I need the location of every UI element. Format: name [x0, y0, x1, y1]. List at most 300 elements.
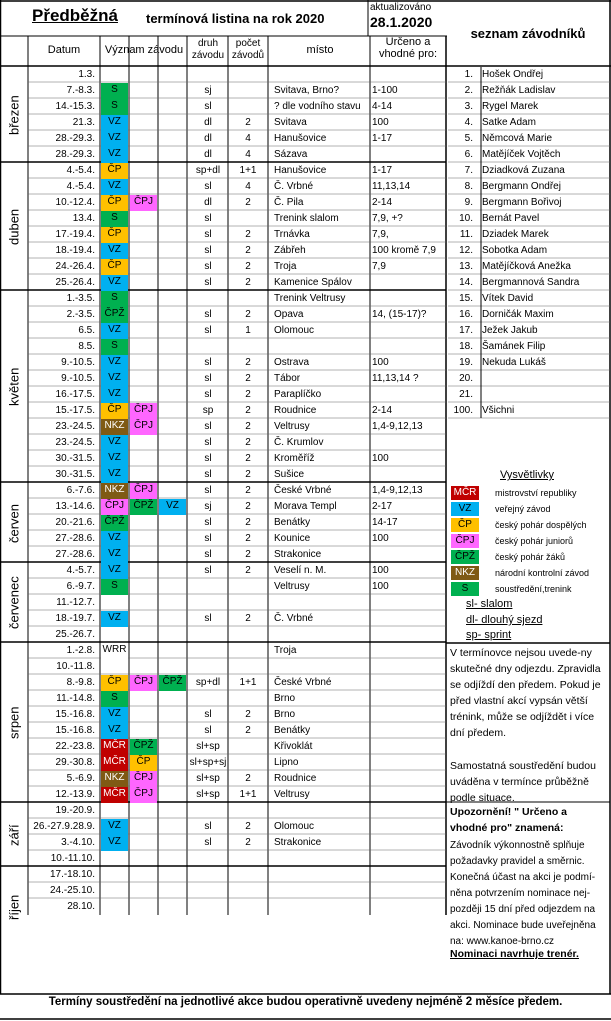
event-count: 1+1 [239, 789, 257, 800]
racer-number: 21. [459, 389, 473, 400]
event-count [228, 803, 268, 819]
event-date: 25.-26.4. [55, 277, 95, 288]
event-type: sl [204, 453, 212, 464]
racer-row [449, 403, 607, 419]
event-place: Paraplíčko [274, 389, 322, 400]
event-badge: VZ [101, 275, 128, 291]
racer-name: Němcová Marie [482, 133, 553, 144]
event-badge: VZ [101, 835, 128, 851]
month-label: srpen [6, 706, 22, 740]
month-label: březen [6, 95, 22, 135]
event-badge: ČPŽ [130, 739, 157, 755]
event-suitable-for [369, 595, 445, 611]
event-count: 2 [245, 117, 251, 128]
col-header-count: počet závodů [231, 38, 265, 61]
event-suitable-for: 14-17 [372, 517, 398, 528]
table-row [28, 579, 445, 595]
legend-item [451, 517, 606, 533]
event-badge: VZ [101, 387, 128, 403]
event-count [228, 291, 268, 307]
table-row [28, 563, 445, 579]
racer-number: 16. [459, 309, 473, 320]
month-label: červenec [6, 576, 22, 630]
racer-number: 6. [464, 149, 473, 160]
event-badge: S [101, 211, 128, 227]
event-count [228, 851, 268, 867]
event-count [228, 67, 268, 83]
event-type: dl [204, 197, 212, 208]
event-count: 2 [245, 389, 251, 400]
event-place: Č. Vrbné [274, 181, 314, 192]
event-suitable-for [369, 851, 445, 867]
table-row [28, 227, 445, 243]
legend-item [451, 581, 606, 597]
table-row [28, 307, 445, 323]
event-place [270, 851, 370, 867]
event-type: sl [204, 709, 212, 720]
event-badge: ČPJ [130, 675, 157, 691]
event-type: sl+sp+sj [189, 757, 227, 768]
event-count: 2 [245, 373, 251, 384]
event-suitable-for: 11,13,14 ? [372, 373, 419, 384]
note-camps: Samostatná soustředění budou uváděna v termínce průběžně podle situace. [450, 760, 596, 804]
event-count: 2 [245, 517, 251, 528]
event-badge: S [101, 83, 128, 99]
table-row [28, 819, 445, 835]
event-place: Veltrusy [274, 421, 310, 432]
event-place: ? dle vodního stavu [274, 101, 361, 112]
event-suitable-for [369, 675, 445, 691]
event-suitable-for [369, 339, 445, 355]
event-type: sl [204, 517, 212, 528]
event-suitable-for: 100 [372, 453, 389, 464]
table-row [28, 275, 445, 291]
table-row [28, 259, 445, 275]
event-badge: S [101, 339, 128, 355]
event-badge: NKZ [101, 419, 128, 435]
event-type: sl [204, 469, 212, 480]
racer-row [449, 339, 607, 355]
racer-row [449, 179, 607, 195]
event-date: 4.-5.7. [66, 565, 95, 576]
event-type: sl+sp [196, 741, 220, 752]
racer-number: 17. [459, 325, 473, 336]
event-count: 2 [245, 709, 251, 720]
event-type: sl [204, 485, 212, 496]
event-suitable-for: 100 kromě 7,9 [372, 245, 436, 256]
event-count: 1+1 [239, 677, 257, 688]
event-place: České Vrbné [274, 485, 332, 496]
racer-name: Dziadek Marek [482, 229, 549, 240]
event-date: 17.-18.10. [49, 869, 95, 880]
event-count: 2 [245, 837, 251, 848]
event-suitable-for: 7,9, [372, 229, 389, 240]
event-suitable-for [369, 643, 445, 659]
page-title: Předběžná [32, 6, 118, 25]
table-row [28, 355, 445, 371]
event-date: 27.-28.6. [55, 549, 95, 560]
legend-text: český pohár žáků [495, 552, 566, 562]
racer-name: Dziadková Zuzana [482, 165, 565, 176]
event-date: 26.-27.9.28.9. [33, 821, 95, 832]
event-count [228, 595, 268, 611]
event-badge: VZ [101, 435, 128, 451]
event-type: sp+dl [195, 677, 221, 688]
racer-row [449, 131, 607, 147]
month-label: duben [6, 208, 22, 246]
event-badge: ČPJ [130, 195, 157, 211]
event-suitable-for: 1-17 [372, 165, 393, 176]
event-place: Lipno [274, 757, 299, 768]
event-place: Trenink slalom [274, 213, 339, 224]
table-row [28, 67, 445, 83]
event-date: 10.-12.4. [55, 197, 95, 208]
event-type: sp [202, 405, 214, 416]
racer-number: 19. [459, 357, 473, 368]
event-suitable-for [369, 627, 445, 643]
racer-name: Matějíček Vojtěch [482, 149, 561, 160]
event-date: 30.-31.5. [55, 469, 95, 480]
event-type: sl [204, 373, 212, 384]
event-count: 1 [245, 325, 251, 336]
table-row [28, 531, 445, 547]
event-type: sl [204, 549, 212, 560]
event-place: Č. Krumlov [274, 437, 324, 448]
event-date: 15.-17.5. [55, 405, 95, 416]
event-badge: VZ [101, 563, 128, 579]
event-place: České Vrbné [274, 677, 332, 688]
event-count [228, 755, 268, 771]
event-type: sl [204, 181, 212, 192]
table-row [28, 787, 445, 803]
event-badge: MČR [101, 787, 128, 803]
event-date: 9.-10.5. [61, 357, 95, 368]
racer-number: 13. [459, 261, 473, 272]
event-place [270, 883, 370, 899]
event-count: 4 [245, 133, 251, 144]
event-place: Č. Vrbné [274, 613, 314, 624]
event-type: sl [204, 261, 212, 272]
event-date: 6.-9.7. [66, 581, 95, 592]
racer-number: 9. [464, 197, 473, 208]
event-suitable-for: 100 [372, 565, 389, 576]
event-badge: MČR [101, 755, 128, 771]
event-count [228, 579, 268, 595]
table-row [28, 835, 445, 851]
event-badge: VZ [101, 355, 128, 371]
event-type [188, 595, 228, 611]
racer-row [449, 163, 607, 179]
note-coach: Nominaci navrhuje trenér. [450, 948, 579, 960]
event-suitable-for [369, 723, 445, 739]
event-suitable-for: 1,4-9,12,13 [372, 421, 423, 432]
racer-row [449, 147, 607, 163]
event-date: 27.-28.6. [55, 533, 95, 544]
table-row [28, 211, 445, 227]
table-row [28, 547, 445, 563]
event-badge: VZ [101, 707, 128, 723]
table-row [28, 371, 445, 387]
event-suitable-for [369, 899, 445, 915]
racer-name: Vítek David [482, 293, 534, 304]
racer-name: Sobotka Adam [482, 245, 548, 256]
event-badge: ČPŽ [130, 499, 157, 515]
racer-number: 3. [464, 101, 473, 112]
event-place: Olomouc [274, 325, 315, 336]
event-place: Hanušovice [274, 133, 327, 144]
event-badge: VZ [101, 243, 128, 259]
event-date: 24.-26.4. [55, 261, 95, 272]
event-suitable-for: 2-14 [372, 405, 393, 416]
event-suitable-for: 100 [372, 357, 389, 368]
event-type [188, 67, 228, 83]
event-date: 18.-19.4. [55, 245, 95, 256]
racer-number: 7. [464, 165, 473, 176]
racer-row [449, 275, 607, 291]
event-place [270, 339, 370, 355]
event-count: 2 [245, 261, 251, 272]
event-badge: ČPŽ [159, 675, 186, 691]
legend-text: mistrovství republiky [495, 488, 577, 498]
event-place: Troja [274, 261, 297, 272]
event-type: sl [204, 389, 212, 400]
event-badge: WRR [101, 643, 128, 659]
abbr-long-descent: dl- dlouhý sjezd [466, 614, 543, 626]
event-place: Strakonice [274, 549, 322, 560]
table-row [28, 291, 445, 307]
event-date: 24.-25.10. [49, 885, 95, 896]
event-count: 2 [245, 277, 251, 288]
event-suitable-for [369, 835, 445, 851]
event-badge: ČP [101, 163, 128, 179]
event-badge: VZ [101, 371, 128, 387]
racer-name: Ježek Jakub [482, 325, 538, 336]
table-row [28, 739, 445, 755]
racer-number: 14. [459, 277, 473, 288]
event-suitable-for [369, 659, 445, 675]
event-badge: ČP [101, 195, 128, 211]
table-row [28, 771, 445, 787]
table-row [28, 883, 445, 899]
event-badge: VZ [101, 531, 128, 547]
event-date: 22.-23.8. [55, 741, 95, 752]
legend-item [451, 549, 606, 565]
table-row [28, 627, 445, 643]
table-row [28, 691, 445, 707]
month-label: říjen [6, 894, 22, 920]
abbr-slalom: sl- slalom [466, 598, 513, 610]
racer-name: Matějíčková Anežka [482, 261, 571, 272]
racer-name: Bergmannová Sandra [482, 277, 580, 288]
event-badge: S [101, 579, 128, 595]
event-place: Zábřeh [274, 245, 306, 256]
updated-label: aktualizováno [370, 2, 432, 13]
event-date: 9.-10.5. [61, 373, 95, 384]
racer-name: Hošek Ondřej [482, 69, 544, 80]
event-place: Tábor [274, 373, 301, 384]
event-suitable-for [369, 323, 445, 339]
racer-number: 10. [459, 213, 473, 224]
event-place: Veltrusy [274, 581, 310, 592]
event-date: 23.-24.5. [55, 437, 95, 448]
racer-row [449, 227, 607, 243]
table-row [28, 483, 445, 499]
legend-badge: ČPJ [451, 534, 479, 548]
event-type [188, 691, 228, 707]
event-place [270, 627, 370, 643]
event-suitable-for [369, 755, 445, 771]
event-place [270, 659, 370, 675]
event-place: Morava Templ [274, 501, 337, 512]
racer-name: Bergmann Bořivoj [482, 197, 562, 208]
racer-number: 11. [459, 229, 473, 240]
event-count: 2 [245, 453, 251, 464]
event-type [188, 627, 228, 643]
event-place: Křivoklát [274, 741, 313, 752]
table-row [28, 99, 445, 115]
racer-row [449, 83, 607, 99]
table-row [28, 179, 445, 195]
event-date: 1.-3.5. [66, 293, 95, 304]
event-count [228, 691, 268, 707]
table-row [28, 723, 445, 739]
event-badge: VZ [101, 147, 128, 163]
event-type: sl [204, 357, 212, 368]
racer-number: 20. [459, 373, 473, 384]
event-type: sl [204, 725, 212, 736]
event-date: 17.-19.4. [55, 229, 95, 240]
event-suitable-for [369, 787, 445, 803]
event-date: 10.-11.10. [50, 853, 95, 864]
event-count: 2 [245, 405, 251, 416]
event-place: Benátky [274, 725, 311, 736]
event-badge: VZ [101, 451, 128, 467]
legend-item [451, 565, 606, 581]
event-badge: S [101, 691, 128, 707]
event-place [270, 595, 370, 611]
event-suitable-for [369, 739, 445, 755]
event-place: Kroměříž [274, 453, 315, 464]
event-date: 28.-29.3. [55, 149, 95, 160]
event-badge: ČP [101, 227, 128, 243]
event-count [228, 899, 268, 915]
event-count: 2 [245, 309, 251, 320]
event-place: Brno [274, 709, 296, 720]
event-count: 4 [245, 181, 251, 192]
table-row [28, 163, 445, 179]
event-suitable-for: 4-14 [372, 101, 393, 112]
racer-row [449, 291, 607, 307]
event-date: 4.-5.4. [66, 181, 95, 192]
racer-number: 4. [464, 117, 473, 128]
event-place: Sušice [274, 469, 305, 480]
event-place: Strakonice [274, 837, 322, 848]
event-type [188, 579, 228, 595]
racer-row [449, 211, 607, 227]
event-badge: VZ [101, 115, 128, 131]
event-place: Trnávka [274, 229, 310, 240]
table-row [28, 339, 445, 355]
event-suitable-for: 1-17 [372, 133, 393, 144]
event-count: 2 [245, 533, 251, 544]
event-date: 1.-2.8. [66, 645, 95, 656]
event-place: Hanušovice [274, 165, 327, 176]
legend-text: veřejný závod [495, 504, 551, 514]
event-suitable-for: 7,9 [372, 261, 386, 272]
event-count: 2 [245, 613, 251, 624]
legend-badge: VZ [451, 502, 479, 516]
note-warning-title: Upozornění! " Určeno a vhodné pro" znamená: [450, 806, 567, 834]
racer-row [449, 307, 607, 323]
legend-badge: ČPŽ [451, 550, 479, 564]
event-place: Veltrusy [274, 789, 310, 800]
racer-number: 18. [459, 341, 473, 352]
event-suitable-for [369, 435, 445, 451]
event-type: dl [204, 133, 212, 144]
racer-row [449, 115, 607, 131]
event-count [228, 867, 268, 883]
event-suitable-for [369, 691, 445, 707]
event-place: Benátky [274, 517, 311, 528]
event-count: 2 [245, 245, 251, 256]
event-badge: VZ [101, 611, 128, 627]
racer-name: Režňák Ladislav [482, 85, 556, 96]
event-type: sl [204, 565, 212, 576]
event-date: 28.10. [67, 901, 95, 912]
event-badge: VZ [101, 819, 128, 835]
racer-row [449, 371, 607, 387]
event-date: 12.-13.9. [55, 789, 95, 800]
event-suitable-for: 100 [372, 533, 389, 544]
event-suitable-for [369, 387, 445, 403]
table-row [28, 435, 445, 451]
table-row [28, 451, 445, 467]
event-count: 4 [245, 149, 251, 160]
event-type [188, 851, 228, 867]
event-type [188, 659, 228, 675]
event-type [188, 643, 228, 659]
event-place: Troja [274, 645, 297, 656]
event-suitable-for [369, 275, 445, 291]
event-date: 1.3. [78, 69, 95, 80]
legend-item [451, 533, 606, 549]
table-row [28, 611, 445, 627]
table-row [28, 243, 445, 259]
event-type: sl [204, 613, 212, 624]
event-suitable-for: 1,4-9,12,13 [372, 485, 423, 496]
event-count: 2 [245, 725, 251, 736]
racer-number: 8. [464, 181, 473, 192]
event-suitable-for: 7,9, +? [372, 213, 403, 224]
footer-note: Termíny soustředění na jednotlivé akce budou operativně uvedeny nejméně 2 měsíce předem. [48, 996, 563, 1008]
legend-text: český pohár juniorů [495, 536, 574, 546]
event-date: 16.-17.5. [55, 389, 95, 400]
event-badge: ČPJ [101, 499, 128, 515]
racer-name: Šamánek Filip [482, 341, 546, 352]
event-date: 23.-24.5. [55, 421, 95, 432]
racer-row [449, 259, 607, 275]
racer-number: 1. [464, 69, 473, 80]
racer-number: 5. [464, 133, 473, 144]
table-row [28, 643, 445, 659]
table-row [28, 499, 445, 515]
table-row [28, 851, 445, 867]
event-date: 13.4. [72, 213, 95, 224]
event-type [188, 883, 228, 899]
event-type: sl [204, 245, 212, 256]
event-badge: VZ [101, 179, 128, 195]
event-place: Opava [274, 309, 304, 320]
